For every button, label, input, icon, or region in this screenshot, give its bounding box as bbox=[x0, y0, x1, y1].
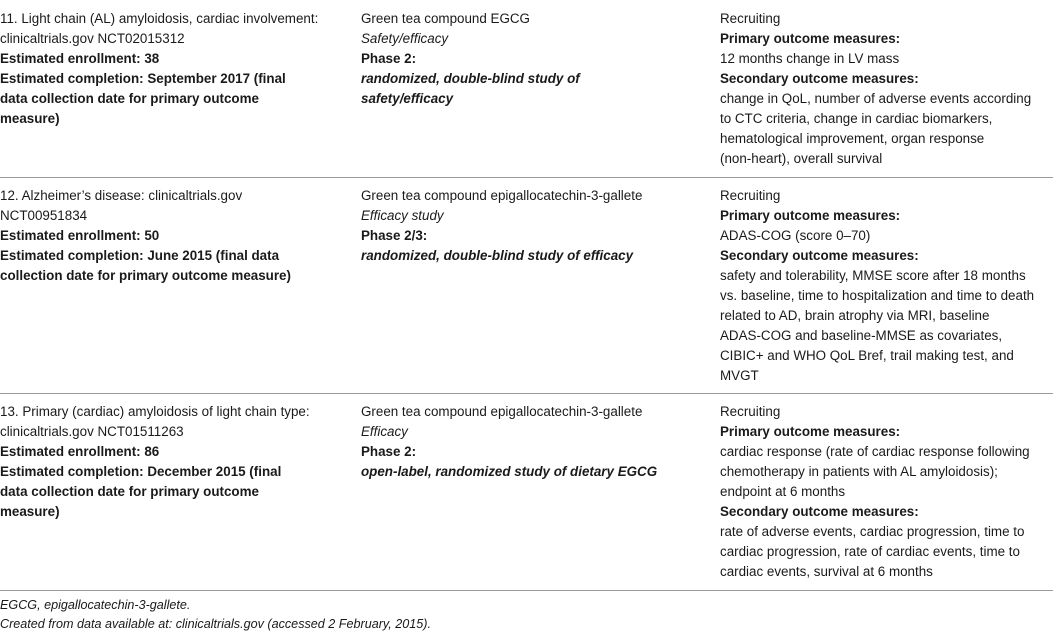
study-cell bbox=[0, 402, 350, 522]
secondary-outcome-line: ADAS-COG and baseline-MMSE as covariates, bbox=[720, 328, 1003, 343]
primary-outcome-line: cardiac response (rate of cardiac response following bbox=[720, 444, 1030, 459]
row-divider bbox=[0, 177, 1053, 178]
footnote-abbreviation: EGCG, epigallocatechin-3-gallete. bbox=[0, 598, 191, 612]
completion-line: data collection date for primary outcome bbox=[0, 484, 259, 499]
status-cell bbox=[720, 402, 1053, 582]
completion-line: measure) bbox=[0, 504, 60, 519]
enrollment-text: Estimated enrollment: 50 bbox=[0, 228, 160, 243]
primary-outcome-line: ADAS-COG (score 0–70) bbox=[720, 228, 871, 243]
primary-outcome-heading: Primary outcome measures: bbox=[720, 31, 901, 46]
secondary-outcome-heading: Secondary outcome measures: bbox=[720, 504, 919, 519]
design-line: open-label, randomized study of dietary EGCG bbox=[361, 464, 658, 479]
study-title-line: NCT00951834 bbox=[0, 208, 88, 223]
primary-outcome-line: chemotherapy in patients with AL amyloidosis); bbox=[720, 464, 998, 479]
compound-text: Green tea compound epigallocatechin-3-gallete bbox=[361, 188, 643, 203]
secondary-outcome-line: to CTC criteria, change in cardiac biomarkers, bbox=[720, 111, 993, 126]
design-line: randomized, double-blind study of efficacy bbox=[361, 248, 634, 263]
design-line: randomized, double-blind study of bbox=[361, 71, 580, 86]
primary-outcome-line: 12 months change in LV mass bbox=[720, 51, 900, 66]
intervention-cell bbox=[361, 186, 701, 266]
completion-line: data collection date for primary outcome bbox=[0, 91, 259, 106]
status-text: Recruiting bbox=[720, 404, 781, 419]
study-title-line: 11. Light chain (AL) amyloidosis, cardiac involvement: bbox=[0, 11, 319, 26]
table-bottom-rule bbox=[0, 590, 1053, 591]
study-cell bbox=[0, 9, 350, 129]
enrollment-text: Estimated enrollment: 38 bbox=[0, 51, 160, 66]
phase-text: Phase 2/3: bbox=[361, 228, 428, 243]
study-type-text: Efficacy study bbox=[361, 208, 444, 223]
secondary-outcome-line: vs. baseline, time to hospitalization and time to death bbox=[720, 288, 1035, 303]
primary-outcome-heading: Primary outcome measures: bbox=[720, 208, 901, 223]
study-cell bbox=[0, 186, 350, 286]
intervention-cell bbox=[361, 402, 701, 482]
status-text: Recruiting bbox=[720, 11, 781, 26]
phase-text: Phase 2: bbox=[361, 444, 417, 459]
primary-outcome-heading: Primary outcome measures: bbox=[720, 424, 901, 439]
secondary-outcome-line: rate of adverse events, cardiac progression, time to bbox=[720, 524, 1025, 539]
secondary-outcome-line: cardiac progression, rate of cardiac events, time to bbox=[720, 544, 1020, 559]
status-cell bbox=[720, 9, 1053, 169]
study-title-line: clinicaltrials.gov NCT02015312 bbox=[0, 31, 185, 46]
status-text: Recruiting bbox=[720, 188, 781, 203]
completion-line: collection date for primary outcome measure) bbox=[0, 268, 291, 283]
secondary-outcome-line: MVGT bbox=[720, 368, 759, 383]
phase-text: Phase 2: bbox=[361, 51, 417, 66]
compound-text: Green tea compound epigallocatechin-3-gallete bbox=[361, 404, 643, 419]
secondary-outcome-line: change in QoL, number of adverse events according bbox=[720, 91, 1032, 106]
study-title-line: 13. Primary (cardiac) amyloidosis of light chain type: bbox=[0, 404, 310, 419]
footnote-source: Created from data available at: clinicaltrials.gov (accessed 2 February, 2015). bbox=[0, 617, 431, 631]
table-footnotes bbox=[0, 596, 1053, 634]
enrollment-text: Estimated enrollment: 86 bbox=[0, 444, 160, 459]
study-title-line: 12. Alzheimer’s disease: clinicaltrials.gov bbox=[0, 188, 243, 203]
secondary-outcome-line: safety and tolerability, MMSE score after 18 months bbox=[720, 268, 1026, 283]
secondary-outcome-line: hematological improvement, organ response bbox=[720, 131, 985, 146]
status-cell bbox=[720, 186, 1053, 386]
study-type-text: Efficacy bbox=[361, 424, 408, 439]
compound-text: Green tea compound EGCG bbox=[361, 11, 530, 26]
secondary-outcome-heading: Secondary outcome measures: bbox=[720, 71, 919, 86]
secondary-outcome-line: related to AD, brain atrophy via MRI, baseline bbox=[720, 308, 990, 323]
intervention-cell bbox=[361, 9, 701, 109]
study-title-line: clinicaltrials.gov NCT01511263 bbox=[0, 424, 184, 439]
completion-line: Estimated completion: September 2017 (final bbox=[0, 71, 286, 86]
secondary-outcome-line: CIBIC+ and WHO QoL Bref, trail making test, and bbox=[720, 348, 1014, 363]
study-type-text: Safety/efficacy bbox=[361, 31, 449, 46]
secondary-outcome-line: (non-heart), overall survival bbox=[720, 151, 883, 166]
design-line: safety/efficacy bbox=[361, 91, 454, 106]
secondary-outcome-heading: Secondary outcome measures: bbox=[720, 248, 919, 263]
completion-line: Estimated completion: December 2015 (final bbox=[0, 464, 282, 479]
primary-outcome-line: endpoint at 6 months bbox=[720, 484, 846, 499]
completion-line: Estimated completion: June 2015 (final data bbox=[0, 248, 280, 263]
row-divider bbox=[0, 393, 1053, 394]
secondary-outcome-line: cardiac events, survival at 6 months bbox=[720, 564, 933, 579]
completion-line: measure) bbox=[0, 111, 60, 126]
